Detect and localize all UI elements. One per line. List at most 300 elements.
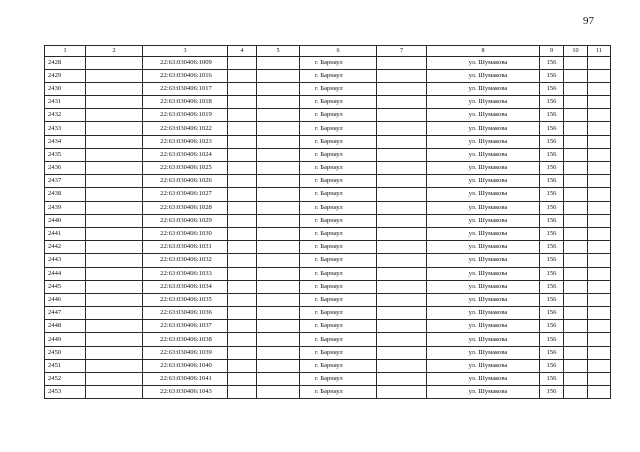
table-row [45,214,611,227]
col-10-cell [564,346,588,359]
street-cell: ул. Шумакова [427,293,540,306]
col-10-cell [564,386,588,399]
cadastral-number-cell: 22:63:030406:1018 [143,96,228,109]
col-2-cell [86,82,143,95]
row-number-cell: 2431 [45,96,86,109]
city-cell: г. Барнаул [300,227,377,240]
col-11-cell [588,293,611,306]
col-11-cell [588,333,611,346]
street-cell: ул. Шумакова [427,69,540,82]
row-number-cell: 2451 [45,359,86,372]
row-number-cell: 2435 [45,148,86,161]
col-4-cell [228,280,257,293]
house-number-cell: 156 [540,267,564,280]
street-cell: ул. Шумакова [427,280,540,293]
table-row [45,386,611,399]
col-5-cell [257,386,300,399]
street-cell: ул. Шумакова [427,373,540,386]
col-11-cell [588,135,611,148]
col-7-cell [377,333,427,346]
col-10-cell [564,267,588,280]
col-2-cell [86,148,143,161]
col-2-cell [86,227,143,240]
col-5-cell [257,162,300,175]
column-header-11: 11 [588,46,611,57]
col-5-cell [257,56,300,69]
cadastral-number-cell: 22:63:030406:1033 [143,267,228,280]
col-10-cell [564,373,588,386]
table-row [45,135,611,148]
col-4-cell [228,69,257,82]
col-11-cell [588,162,611,175]
cadastral-number-cell: 22:63:030406:1031 [143,241,228,254]
col-5-cell [257,82,300,95]
cadastral-number-cell: 22:63:030406:1041 [143,373,228,386]
col-11-cell [588,175,611,188]
house-number-cell: 156 [540,359,564,372]
house-number-cell: 156 [540,148,564,161]
col-11-cell [588,96,611,109]
col-7-cell [377,267,427,280]
street-cell: ул. Шумакова [427,307,540,320]
house-number-cell: 156 [540,320,564,333]
city-cell: г. Барнаул [300,188,377,201]
row-number-cell: 2445 [45,280,86,293]
col-10-cell [564,188,588,201]
col-4-cell [228,320,257,333]
table-row [45,333,611,346]
table-row [45,359,611,372]
street-cell: ул. Шумакова [427,227,540,240]
col-2-cell [86,135,143,148]
house-number-cell: 156 [540,227,564,240]
col-11-cell [588,201,611,214]
col-7-cell [377,214,427,227]
col-7-cell [377,386,427,399]
row-number-cell: 2433 [45,122,86,135]
column-header-4: 4 [228,46,257,57]
city-cell: г. Барнаул [300,307,377,320]
col-11-cell [588,307,611,320]
col-4-cell [228,135,257,148]
row-number-cell: 2429 [45,69,86,82]
row-number-cell: 2440 [45,214,86,227]
col-4-cell [228,214,257,227]
col-2-cell [86,320,143,333]
city-cell: г. Барнаул [300,135,377,148]
col-7-cell [377,201,427,214]
house-number-cell: 156 [540,241,564,254]
table-row [45,227,611,240]
col-2-cell [86,96,143,109]
col-7-cell [377,122,427,135]
table-row [45,56,611,69]
col-5-cell [257,267,300,280]
row-number-cell: 2443 [45,254,86,267]
col-11-cell [588,214,611,227]
col-11-cell [588,82,611,95]
house-number-cell: 156 [540,201,564,214]
table-body [45,46,611,399]
cadastral-number-cell: 22:63:030406:1026 [143,175,228,188]
col-4-cell [228,241,257,254]
city-cell: г. Барнаул [300,386,377,399]
col-4-cell [228,82,257,95]
col-5-cell [257,188,300,201]
row-number-cell: 2437 [45,175,86,188]
col-4-cell [228,162,257,175]
street-cell: ул. Шумакова [427,346,540,359]
col-11-cell [588,280,611,293]
column-header-7: 7 [377,46,427,57]
col-5-cell [257,135,300,148]
row-number-cell: 2439 [45,201,86,214]
col-2-cell [86,201,143,214]
cadastral-number-cell: 22:63:030406:1024 [143,148,228,161]
col-11-cell [588,386,611,399]
col-10-cell [564,122,588,135]
table-header-row [45,46,611,57]
col-5-cell [257,280,300,293]
street-cell: ул. Шумакова [427,162,540,175]
city-cell: г. Барнаул [300,201,377,214]
city-cell: г. Барнаул [300,373,377,386]
col-11-cell [588,122,611,135]
col-4-cell [228,96,257,109]
col-7-cell [377,109,427,122]
col-7-cell [377,227,427,240]
table-row [45,241,611,254]
col-4-cell [228,307,257,320]
city-cell: г. Барнаул [300,241,377,254]
city-cell: г. Барнаул [300,293,377,306]
col-4-cell [228,267,257,280]
row-number-cell: 2430 [45,82,86,95]
col-5-cell [257,175,300,188]
col-4-cell [228,56,257,69]
city-cell: г. Барнаул [300,346,377,359]
col-10-cell [564,214,588,227]
city-cell: г. Барнаул [300,96,377,109]
col-10-cell [564,96,588,109]
row-number-cell: 2453 [45,386,86,399]
col-4-cell [228,227,257,240]
col-11-cell [588,69,611,82]
col-7-cell [377,280,427,293]
col-2-cell [86,254,143,267]
col-5-cell [257,148,300,161]
col-11-cell [588,254,611,267]
col-5-cell [257,122,300,135]
column-header-8: 8 [427,46,540,57]
street-cell: ул. Шумакова [427,188,540,201]
col-5-cell [257,373,300,386]
house-number-cell: 156 [540,162,564,175]
cadastral-number-cell: 22:63:030406:1032 [143,254,228,267]
col-5-cell [257,359,300,372]
col-11-cell [588,241,611,254]
col-7-cell [377,96,427,109]
col-7-cell [377,359,427,372]
col-2-cell [86,333,143,346]
cadastral-number-cell: 22:63:030406:1017 [143,82,228,95]
col-4-cell [228,175,257,188]
city-cell: г. Барнаул [300,162,377,175]
col-2-cell [86,109,143,122]
table-row [45,188,611,201]
col-11-cell [588,320,611,333]
city-cell: г. Барнаул [300,148,377,161]
cadastral-number-cell: 22:63:030406:1025 [143,162,228,175]
house-number-cell: 156 [540,122,564,135]
table-row [45,267,611,280]
col-10-cell [564,162,588,175]
table-row [45,307,611,320]
col-11-cell [588,188,611,201]
table-row [45,96,611,109]
col-5-cell [257,214,300,227]
street-cell: ул. Шумакова [427,135,540,148]
row-number-cell: 2438 [45,188,86,201]
col-10-cell [564,109,588,122]
house-number-cell: 156 [540,188,564,201]
street-cell: ул. Шумакова [427,386,540,399]
col-7-cell [377,373,427,386]
city-cell: г. Барнаул [300,280,377,293]
house-number-cell: 156 [540,135,564,148]
row-number-cell: 2448 [45,320,86,333]
col-5-cell [257,241,300,254]
col-5-cell [257,254,300,267]
city-cell: г. Барнаул [300,69,377,82]
cadastral-number-cell: 22:63:030406:1028 [143,201,228,214]
city-cell: г. Барнаул [300,175,377,188]
col-4-cell [228,122,257,135]
col-7-cell [377,175,427,188]
table-row [45,109,611,122]
street-cell: ул. Шумакова [427,122,540,135]
row-number-cell: 2442 [45,241,86,254]
page-number: 97 [583,15,594,27]
col-10-cell [564,241,588,254]
street-cell: ул. Шумакова [427,82,540,95]
col-10-cell [564,307,588,320]
house-number-cell: 156 [540,56,564,69]
house-number-cell: 156 [540,175,564,188]
cadastral-number-cell: 22:63:030406:1016 [143,69,228,82]
row-number-cell: 2447 [45,307,86,320]
col-4-cell [228,148,257,161]
row-number-cell: 2449 [45,333,86,346]
col-4-cell [228,346,257,359]
column-header-1: 1 [45,46,86,57]
col-2-cell [86,359,143,372]
street-cell: ул. Шумакова [427,254,540,267]
col-10-cell [564,82,588,95]
col-7-cell [377,148,427,161]
col-2-cell [86,280,143,293]
city-cell: г. Барнаул [300,109,377,122]
col-11-cell [588,227,611,240]
col-2-cell [86,241,143,254]
col-10-cell [564,201,588,214]
street-cell: ул. Шумакова [427,214,540,227]
col-11-cell [588,359,611,372]
cadastral-number-cell: 22:63:030406:1022 [143,122,228,135]
col-4-cell [228,201,257,214]
col-11-cell [588,56,611,69]
city-cell: г. Барнаул [300,82,377,95]
cadastral-number-cell: 22:63:030406:1034 [143,280,228,293]
col-4-cell [228,386,257,399]
city-cell: г. Барнаул [300,122,377,135]
house-number-cell: 156 [540,293,564,306]
register-table [44,45,611,399]
cadastral-number-cell: 22:63:030406:1035 [143,293,228,306]
col-2-cell [86,267,143,280]
column-header-5: 5 [257,46,300,57]
col-10-cell [564,227,588,240]
col-10-cell [564,56,588,69]
col-5-cell [257,96,300,109]
col-5-cell [257,307,300,320]
house-number-cell: 156 [540,386,564,399]
column-header-6: 6 [300,46,377,57]
col-2-cell [86,56,143,69]
col-2-cell [86,373,143,386]
city-cell: г. Барнаул [300,333,377,346]
col-5-cell [257,320,300,333]
city-cell: г. Барнаул [300,320,377,333]
row-number-cell: 2434 [45,135,86,148]
col-4-cell [228,254,257,267]
row-number-cell: 2444 [45,267,86,280]
col-7-cell [377,69,427,82]
row-number-cell: 2446 [45,293,86,306]
table-row [45,201,611,214]
street-cell: ул. Шумакова [427,320,540,333]
col-7-cell [377,320,427,333]
col-2-cell [86,122,143,135]
house-number-cell: 156 [540,333,564,346]
col-4-cell [228,188,257,201]
house-number-cell: 156 [540,280,564,293]
cadastral-number-cell: 22:63:030406:1036 [143,307,228,320]
col-10-cell [564,333,588,346]
row-number-cell: 2452 [45,373,86,386]
col-5-cell [257,227,300,240]
cadastral-number-cell: 22:63:030406:1040 [143,359,228,372]
col-7-cell [377,346,427,359]
col-7-cell [377,82,427,95]
city-cell: г. Барнаул [300,56,377,69]
row-number-cell: 2432 [45,109,86,122]
table-row [45,373,611,386]
cadastral-number-cell: 22:63:030406:1019 [143,109,228,122]
col-4-cell [228,373,257,386]
col-7-cell [377,254,427,267]
col-7-cell [377,56,427,69]
street-cell: ул. Шумакова [427,148,540,161]
street-cell: ул. Шумакова [427,359,540,372]
col-10-cell [564,320,588,333]
col-11-cell [588,373,611,386]
cadastral-number-cell: 22:63:030406:1027 [143,188,228,201]
street-cell: ул. Шумакова [427,56,540,69]
column-header-9: 9 [540,46,564,57]
table-row [45,148,611,161]
col-2-cell [86,346,143,359]
col-2-cell [86,162,143,175]
house-number-cell: 156 [540,214,564,227]
row-number-cell: 2428 [45,56,86,69]
column-header-10: 10 [564,46,588,57]
col-2-cell [86,386,143,399]
table-row [45,175,611,188]
table-row [45,293,611,306]
table-row [45,254,611,267]
col-10-cell [564,254,588,267]
cadastral-number-cell: 22:63:030406:1029 [143,214,228,227]
house-number-cell: 156 [540,346,564,359]
table-row [45,280,611,293]
col-5-cell [257,333,300,346]
col-5-cell [257,293,300,306]
col-5-cell [257,69,300,82]
col-4-cell [228,359,257,372]
cadastral-number-cell: 22:63:030406:1037 [143,320,228,333]
col-2-cell [86,188,143,201]
city-cell: г. Барнаул [300,267,377,280]
cadastral-number-cell: 22:63:030406:1043 [143,386,228,399]
column-header-2: 2 [86,46,143,57]
city-cell: г. Барнаул [300,359,377,372]
cadastral-number-cell: 22:63:030406:1009 [143,56,228,69]
street-cell: ул. Шумакова [427,241,540,254]
col-5-cell [257,346,300,359]
col-4-cell [228,333,257,346]
street-cell: ул. Шумакова [427,267,540,280]
col-10-cell [564,293,588,306]
col-4-cell [228,293,257,306]
house-number-cell: 156 [540,82,564,95]
col-10-cell [564,359,588,372]
col-7-cell [377,293,427,306]
table-row [45,346,611,359]
col-11-cell [588,148,611,161]
street-cell: ул. Шумакова [427,333,540,346]
col-10-cell [564,69,588,82]
col-2-cell [86,307,143,320]
table-row [45,320,611,333]
col-11-cell [588,109,611,122]
cadastral-number-cell: 22:63:030406:1030 [143,227,228,240]
col-10-cell [564,175,588,188]
table-row [45,69,611,82]
table-row [45,162,611,175]
col-5-cell [257,201,300,214]
house-number-cell: 156 [540,373,564,386]
cadastral-number-cell: 22:63:030406:1023 [143,135,228,148]
cadastral-number-cell: 22:63:030406:1039 [143,346,228,359]
col-7-cell [377,162,427,175]
col-11-cell [588,346,611,359]
street-cell: ул. Шумакова [427,96,540,109]
house-number-cell: 156 [540,109,564,122]
column-header-3: 3 [143,46,228,57]
row-number-cell: 2436 [45,162,86,175]
col-10-cell [564,148,588,161]
